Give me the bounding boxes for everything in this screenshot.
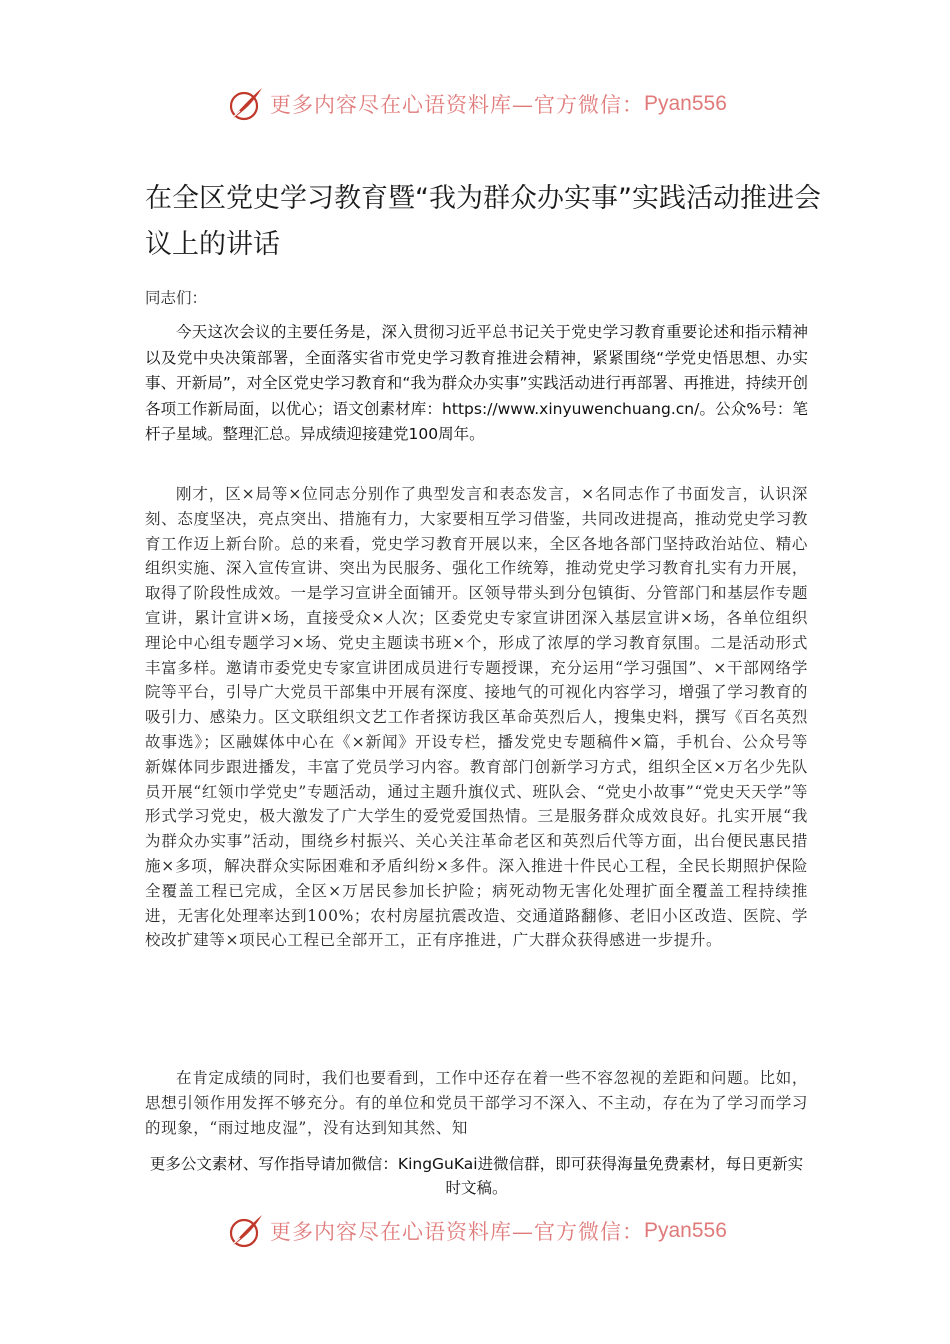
header-banner-text: 更多内容尽在心语资料库—官方微信： <box>270 93 644 117</box>
quill-pen-icon <box>226 84 266 124</box>
intro-paragraph: 今天这次会议的主要任务是，深入贯彻习近平总书记关于党史学习教育重要论述和指示精神以及党中央决策部署，全面落实省市党史学习教育推进会精神，紧紧围绕“学党史悟思想、办实事、开新局”，对全区党史学习教育和“我为群众办实事”实践活动进行再部署、再推进，持续开创各项工作新局面，以优心；语文创素材库：https://www.xinyuwenchuang.cn/。公众%号：笔杆子星域。整理汇总。异成绩迎接建党100周年。 <box>145 323 808 443</box>
header-banner-wechat-id: Pyan556 <box>644 92 727 115</box>
promo-notice: 更多公文素材、写作指导请加微信：KingGuKai进微信群，即可获得海量免费素材，每日更新实时文稿。 <box>149 1155 804 1197</box>
body-paragraph-1: 刚才，区×局等×位同志分别作了典型发言和表态发言，×名同志作了书面发言，认识深刻、态度坚决，亮点突出、措施有力，大家要相互学习借鉴，共同改进提高，推动党史学习教育工作迈上新台阶。总的来看，党史学习教育开展以来，全区各地各部门坚持政治站位、精心组织实施、深入宣传宣讲、突出为民服务、强化工作统筹，推动党史学习教育扎实有力开展，取得了阶段性成效。一是学习宣讲全面铺开。区领导带头到分包镇街、分管部门和基层作专题宣讲，累计宣讲×场，直接受众×人次；区委党史专家宣讲团深入基层宣讲×场，各单位组织理论中心组专题学习×场、党史主题读书班×个，形成了浓厚的学习教育氛围。二是活动形式丰富多样。邀请市委党史专家宣讲团成员进行专题授课，充分运用“学习强国”、×干部网络学院等平台，引导广大党员干部集中开展有深度、接地气的可视化内容学习，增强了学习教育的吸引力、感染力。区文联组织文艺工作者探访我区革命英烈后人，搜集史料，撰写《百名英烈故事选》；区融媒体中心在《×新闻》开设专栏，播发党史专题稿件×篇，手机台、公众号等新媒体同步跟进播发，丰富了党员学习内容。教育部门创新学习方式，组织全区×万名少先队员开展“红领巾学党史”专题活动，通过主题升旗仪式、班队会、“党史小故事”“党史天天学”等形式学习党史，极大激发了广大学生的爱党爱国热情。三是服务群众成效良好。扎实开展“我为群众办实事”活动，围绕乡村振兴、关心关注革命老区和英烈后代等方面，出台便民惠民措施×多项，解决群众实际困难和矛盾纠纷×多件。深入推进十件民心工程，全民长期照护保险全覆盖工程已完成，全区×万居民参加长护险；病死动物无害化处理扩面全覆盖工程持续推进，无害化处理率达到100%；农村房屋抗震改造、交通道路翻修、老旧小区改造、医院、学校改扩建等×项民心工程已全部开工，正有序推进，广大群众获得感进一步提升。 <box>145 485 808 950</box>
header-banner <box>226 82 726 126</box>
footer-banner-text: 更多内容尽在心语资料库—官方微信： <box>270 1220 644 1244</box>
footer-banner-wechat-id: Pyan556 <box>644 1219 727 1242</box>
greeting: 同志们： <box>145 289 208 307</box>
quill-pen-icon <box>226 1211 266 1251</box>
document-title: 在全区党史学习教育暨“我为群众办实事”实践活动推进会议上的讲话 <box>145 183 821 260</box>
footer-banner <box>226 1209 726 1253</box>
body-paragraph-2: 在肯定成绩的同时，我们也要看到，工作中还存在着一些不容忽视的差距和问题。比如，思想引领作用发挥不够充分。有的单位和党员干部学习不深入、不主动，存在为了学习而学习的现象，“雨过地皮湿”，没有达到知其然、知 <box>145 1069 808 1137</box>
